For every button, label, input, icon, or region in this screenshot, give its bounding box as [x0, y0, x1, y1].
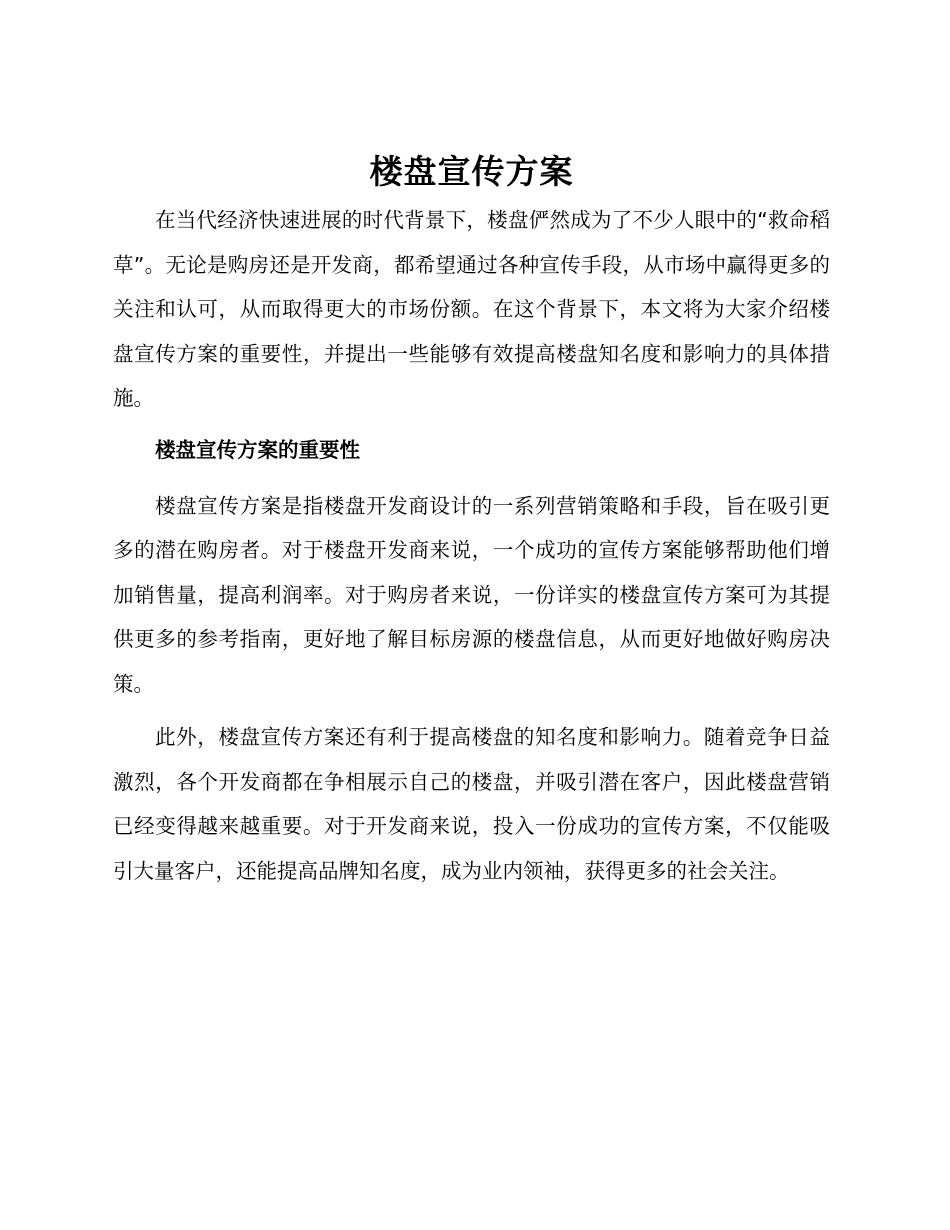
- document-title: 楼盘宣传方案: [369, 152, 574, 191]
- section-heading: 楼盘宣传方案的重要性: [155, 437, 360, 462]
- body-paragraph-1: 楼盘宣传方案是指楼盘开发商设计的一系列营销策略和手段，旨在吸引更多的潜在购房者。对于楼盘开发商来说，一个成功的宣传方案能够帮助他们增加销售量，提高利润率。对于购房者来说，一份详实的楼盘宣传方案可为其提供更多的参考指南，更好地了解目标房源的楼盘信息，从而更好地做好购房决策。: [113, 493, 830, 696]
- body-paragraph-2: 此外，楼盘宣传方案还有利于提高楼盘的知名度和影响力。随着竞争日益激烈，各个开发商都在争相展示自己的楼盘，并吸引潜在客户，因此楼盘营销已经变得越来越重要。对于开发商来说，投入一份成功的宣传方案，不仅能吸引大量客户，还能提高品牌知名度，成为业内领袖，获得更多的社会关注。: [113, 725, 830, 883]
- intro-paragraph: 在当代经济快速进展的时代背景下，楼盘俨然成为了不少人眼中的“救命稻草”。无论是购房还是开发商，都希望通过各种宣传手段，从市场中赢得更多的关注和认可，从而取得更大的市场份额。在这个背景下，本文将为大家介绍楼盘宣传方案的重要性，并提出一些能够有效提高楼盘知名度和影响力的具体措施。: [113, 208, 830, 410]
